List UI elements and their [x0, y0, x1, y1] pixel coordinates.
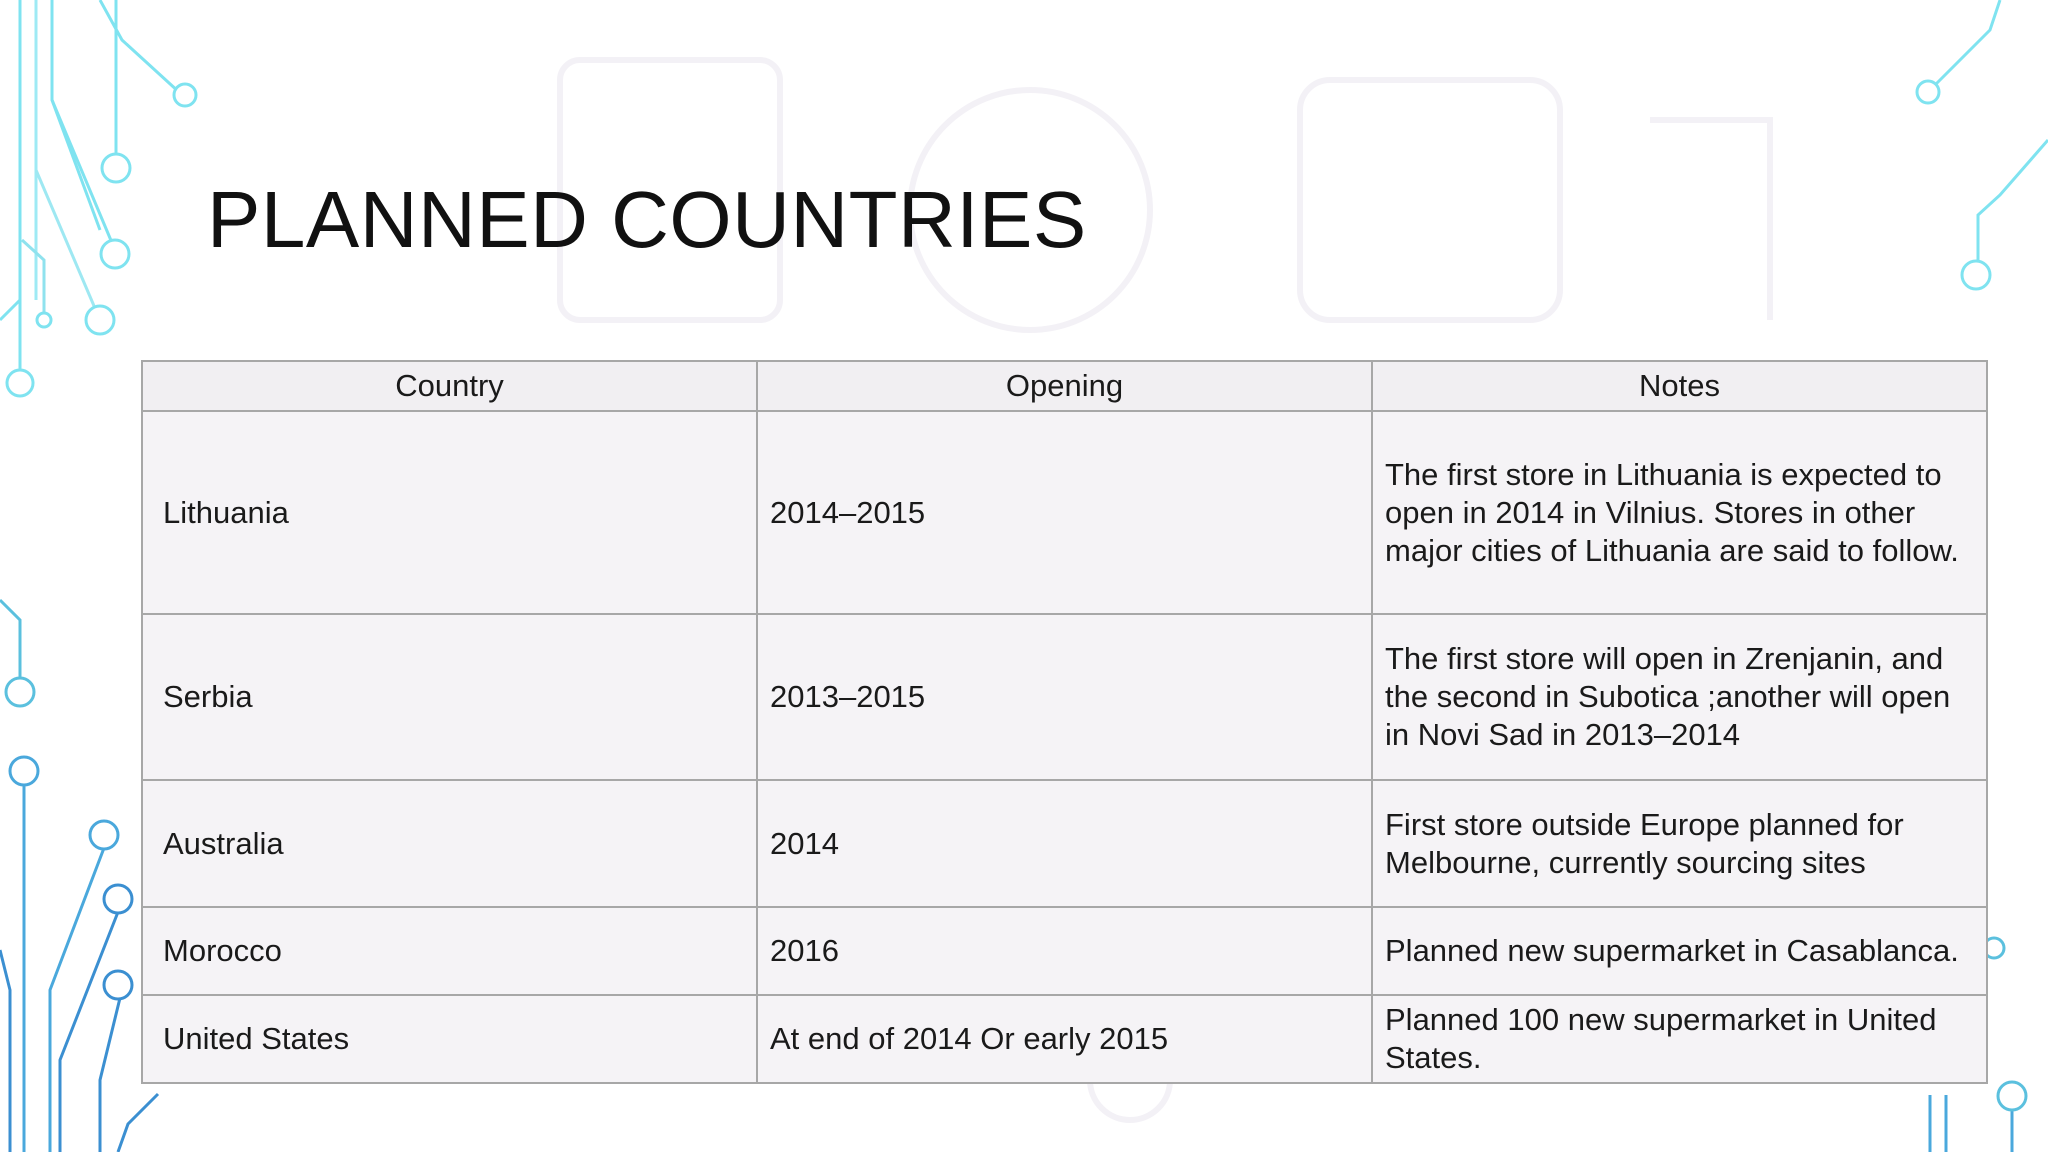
table-header-row [142, 361, 1987, 411]
header-opening: Opening [757, 361, 1372, 411]
cell-opening: 2016 [757, 907, 1372, 995]
cell-notes: First store outside Europe planned for Melbourne, currently sourcing sites [1372, 780, 1987, 907]
table-row [142, 614, 1987, 780]
cell-notes: The first store will open in Zrenjanin, and the second in Subotica ;another will open in Novi Sad in 2013–2014 [1372, 614, 1987, 780]
cell-country: Morocco [142, 907, 757, 995]
header-country: Country [142, 361, 757, 411]
table-row [142, 995, 1987, 1083]
cell-notes: The first store in Lithuania is expected to open in 2014 in Vilnius. Stores in other major cities of Lithuania are said to follow. [1372, 411, 1987, 614]
table-row [142, 411, 1987, 614]
slide-title: PLANNED COUNTRIES [207, 175, 1087, 264]
cell-country: Serbia [142, 614, 757, 780]
header-notes: Notes [1372, 361, 1987, 411]
cell-opening: 2014 [757, 780, 1372, 907]
table-row [142, 907, 1987, 995]
cell-notes: Planned new supermarket in Casablanca. [1372, 907, 1987, 995]
cell-opening: 2014–2015 [757, 411, 1372, 614]
cell-country: Lithuania [142, 411, 757, 614]
cell-opening: At end of 2014 Or early 2015 [757, 995, 1372, 1083]
circuit-top-right [1935, 0, 2048, 262]
circuit-nodes-bottom-right [1984, 938, 2026, 1110]
cell-opening: 2013–2015 [757, 614, 1372, 780]
cell-country: Australia [142, 780, 757, 907]
planned-countries-table [141, 360, 1988, 1084]
cell-country: United States [142, 995, 757, 1083]
table-row [142, 780, 1987, 907]
cell-notes: Planned 100 new supermarket in United States. [1372, 995, 1987, 1083]
